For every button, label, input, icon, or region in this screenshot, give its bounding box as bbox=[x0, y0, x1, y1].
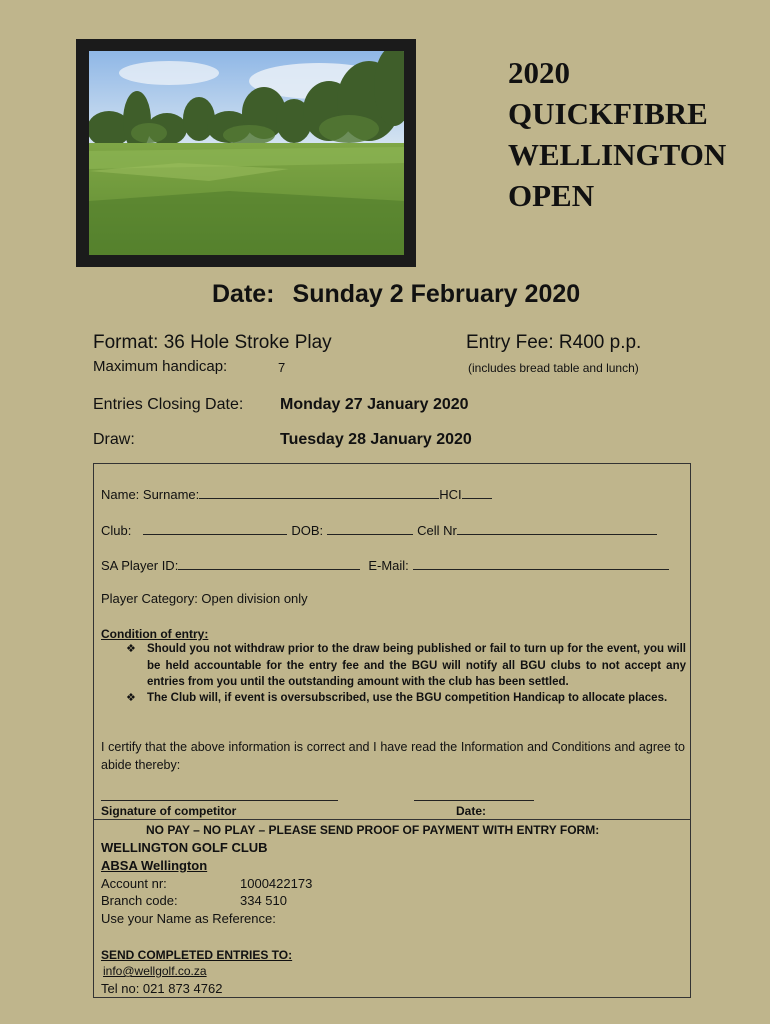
club-label: Club: bbox=[101, 523, 132, 538]
dob-input-line[interactable] bbox=[327, 521, 413, 535]
event-title bbox=[508, 52, 758, 216]
signature-label: Signature of competitor bbox=[101, 804, 237, 818]
entry-fee-text: Entry Fee: R400 p.p. bbox=[466, 332, 642, 353]
handicap-label: Maximum handicap: bbox=[93, 358, 228, 375]
condition-text: Should you not withdraw prior to the draw being published or fail to turn up for the event, you will be held accountable for the entry fee and the BGU will notify all BGU clubs to not accept any entries from you until the outstanding amount with the club has been settled. bbox=[147, 643, 686, 688]
player-category: Player Category: Open division only bbox=[101, 591, 308, 606]
title-line: 2020 bbox=[508, 55, 570, 90]
name-label: Name: Surname: bbox=[101, 487, 200, 502]
condition-item bbox=[126, 641, 686, 691]
date-label: Date: bbox=[212, 280, 275, 308]
club-field-row bbox=[101, 521, 657, 538]
name-input-line[interactable] bbox=[199, 485, 439, 499]
format-text: Format: 36 Hole Stroke Play bbox=[93, 332, 332, 353]
condition-item bbox=[126, 690, 686, 707]
send-title: SEND COMPLETED ENTRIES TO: bbox=[101, 948, 293, 962]
branch-value: 334 510 bbox=[240, 893, 287, 908]
certify-statement: I certify that the above information is correct and I have read the Information and Conditions and agree to abide thereby: bbox=[101, 740, 685, 772]
sa-player-field-row bbox=[101, 556, 669, 573]
reference-note: Use your Name as Reference: bbox=[101, 911, 276, 926]
signature-line[interactable] bbox=[101, 800, 338, 801]
form-divider bbox=[93, 819, 691, 820]
draw-label: Draw: bbox=[93, 431, 135, 448]
email-label: E-Mail: bbox=[368, 558, 409, 573]
draw-value: Tuesday 28 January 2020 bbox=[280, 431, 472, 448]
send-email-link[interactable]: info@wellgolf.co.za bbox=[103, 964, 207, 978]
cell-label: Cell Nr bbox=[417, 523, 457, 538]
hci-label: HCI bbox=[439, 487, 462, 502]
date-value: Sunday 2 February 2020 bbox=[292, 280, 581, 308]
bank-name: ABSA Wellington bbox=[101, 858, 208, 873]
conditions-title: Condition of entry: bbox=[101, 627, 209, 641]
title-line: WELLINGTON bbox=[508, 137, 727, 172]
title-line: QUICKFIBRE bbox=[508, 96, 708, 131]
name-field-row bbox=[101, 485, 492, 502]
condition-text: The Club will, if event is oversubscribed, use the BGU competition Handicap to allocate places. bbox=[147, 692, 668, 704]
golf-course-photo bbox=[76, 39, 416, 267]
payment-notice: NO PAY – NO PLAY – PLEASE SEND PROOF OF PAYMENT WITH ENTRY FORM: bbox=[146, 823, 600, 837]
account-label: Account nr: bbox=[101, 876, 167, 891]
diamond-bullet-icon: ❖ bbox=[126, 692, 136, 704]
hci-input-line[interactable] bbox=[462, 485, 492, 499]
cell-input-line[interactable] bbox=[457, 521, 657, 535]
handicap-value: 7 bbox=[278, 360, 286, 375]
signature-date-label: Date: bbox=[456, 804, 487, 818]
club-name: WELLINGTON GOLF CLUB bbox=[101, 840, 268, 855]
sa-player-input-line[interactable] bbox=[178, 556, 360, 570]
branch-label: Branch code: bbox=[101, 893, 178, 908]
entries-closing-label: Entries Closing Date: bbox=[93, 396, 244, 413]
club-input-line[interactable] bbox=[143, 521, 287, 535]
email-input-line[interactable] bbox=[413, 556, 669, 570]
dob-label: DOB: bbox=[291, 523, 324, 538]
event-date bbox=[212, 280, 580, 309]
title-line: OPEN bbox=[508, 178, 595, 213]
diamond-bullet-icon: ❖ bbox=[126, 643, 136, 655]
send-tel: Tel no: 021 873 4762 bbox=[101, 981, 223, 996]
sa-player-label: SA Player ID: bbox=[101, 558, 179, 573]
account-value: 1000422173 bbox=[240, 876, 313, 891]
golf-course-image bbox=[89, 51, 404, 255]
entry-fee-note: (includes bread table and lunch) bbox=[468, 361, 639, 375]
entries-closing-value: Monday 27 January 2020 bbox=[280, 396, 469, 413]
date-signature-line[interactable] bbox=[414, 800, 534, 801]
